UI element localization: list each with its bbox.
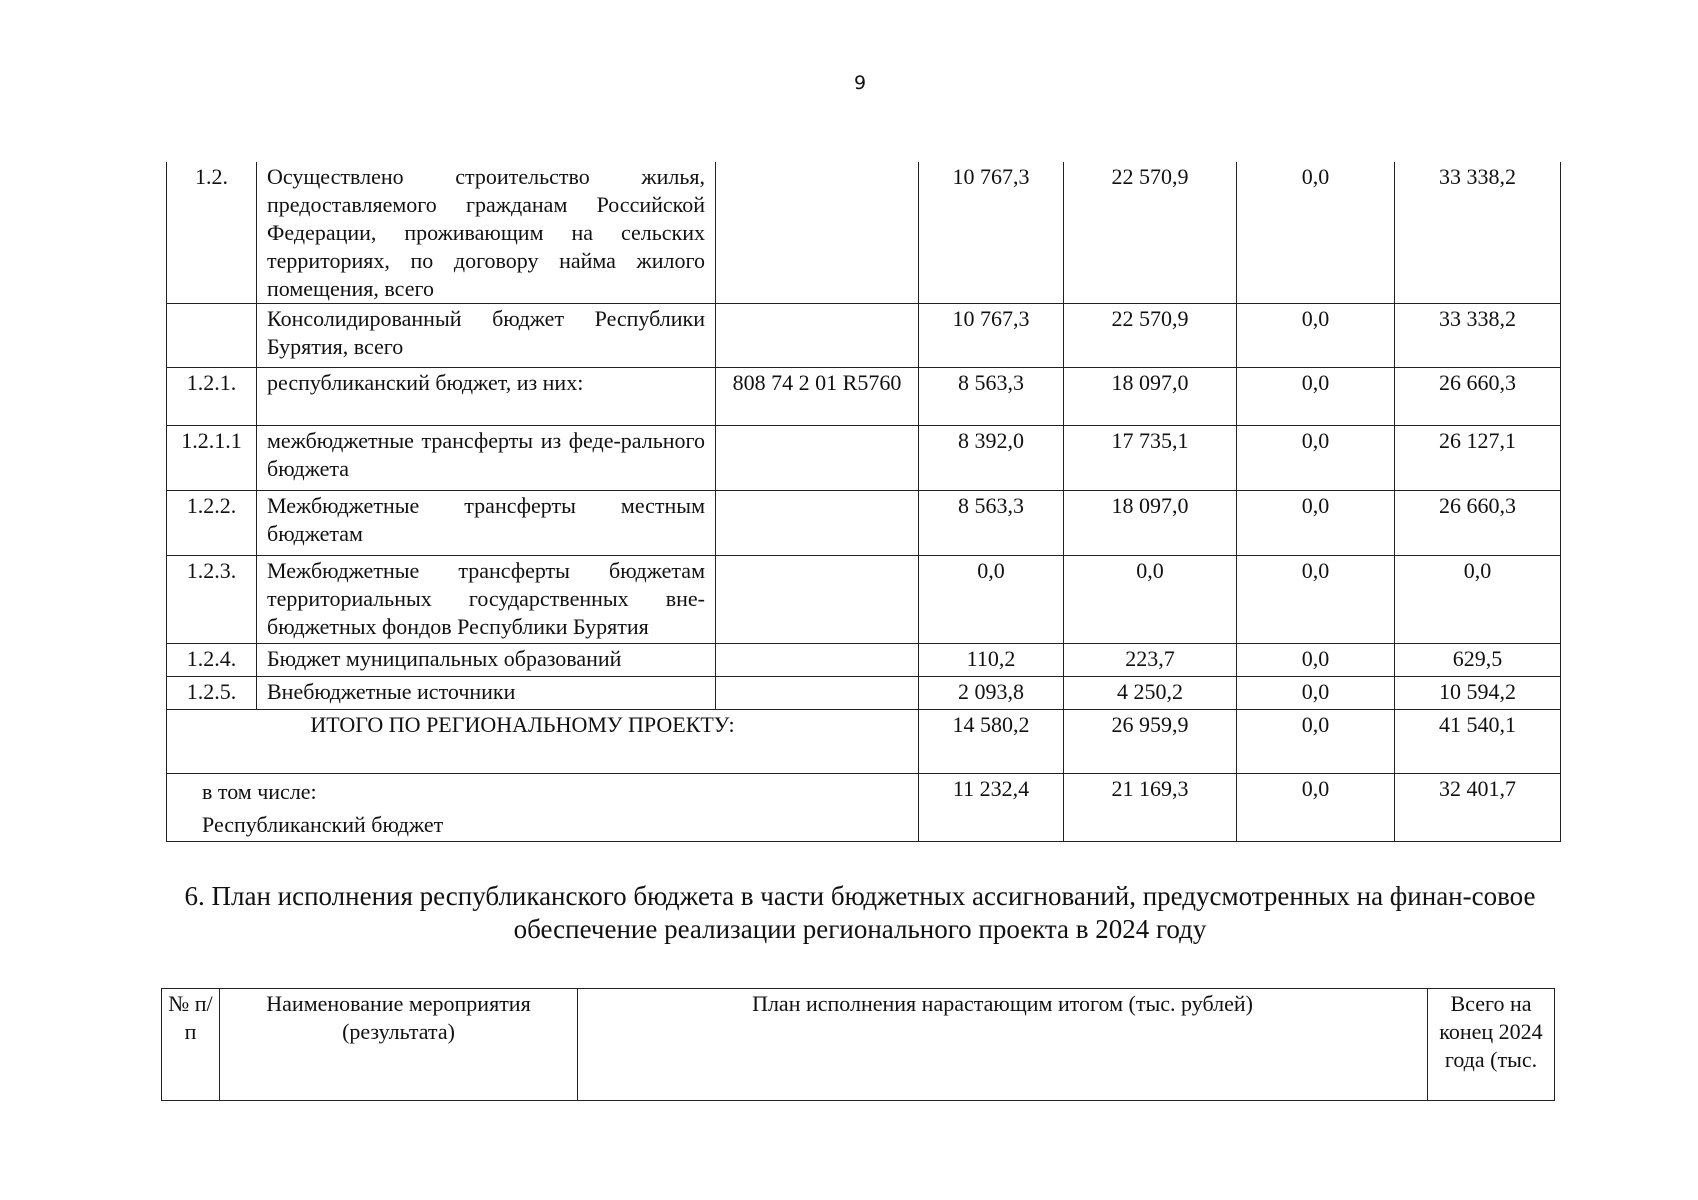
including-value-2: 21 169,3 xyxy=(1064,774,1237,842)
row-value-2: 17 735,1 xyxy=(1064,426,1237,491)
row-number: 1.2.5. xyxy=(167,677,257,710)
row-value-3: 0,0 xyxy=(1237,304,1395,368)
total-value-total: 41 540,1 xyxy=(1395,710,1561,774)
row-number: 1.2. xyxy=(167,162,257,304)
row-total: 629,5 xyxy=(1395,644,1561,677)
row-code xyxy=(716,644,919,677)
row-code xyxy=(716,491,919,556)
row-value-3: 0,0 xyxy=(1237,162,1395,304)
header-name: Наименование мероприятия (результата) xyxy=(220,989,578,1101)
row-value-1: 0,0 xyxy=(919,556,1064,644)
row-number: 1.2.1.1 xyxy=(167,426,257,491)
table-row xyxy=(167,304,1561,368)
row-value-3: 0,0 xyxy=(1237,491,1395,556)
row-number: 1.2.2. xyxy=(167,491,257,556)
row-value-1: 8 563,3 xyxy=(919,368,1064,426)
row-total: 26 660,3 xyxy=(1395,491,1561,556)
row-value-1: 2 093,8 xyxy=(919,677,1064,710)
row-value-1: 10 767,3 xyxy=(919,304,1064,368)
row-total: 10 594,2 xyxy=(1395,677,1561,710)
page-number: 9 xyxy=(853,72,867,94)
including-label xyxy=(167,774,919,842)
budget-table xyxy=(166,162,1561,842)
row-number xyxy=(167,304,257,368)
row-value-3: 0,0 xyxy=(1237,426,1395,491)
row-value-3: 0,0 xyxy=(1237,677,1395,710)
including-value-total: 32 401,7 xyxy=(1395,774,1561,842)
row-name: Осуществлено строительство жилья, предоставляемого гражданам Российской Федерации, проживающим на сельских территориях, по договору найма жилого помещения, всего xyxy=(257,162,716,304)
table-row xyxy=(167,644,1561,677)
including-value-1: 11 232,4 xyxy=(919,774,1064,842)
total-row xyxy=(167,710,1561,774)
including-row xyxy=(167,774,1561,842)
total-label: ИТОГО ПО РЕГИОНАЛЬНОМУ ПРОЕКТУ: xyxy=(167,710,919,774)
row-code: 808 74 2 01 R5760 xyxy=(716,368,919,426)
row-value-2: 18 097,0 xyxy=(1064,491,1237,556)
row-code xyxy=(716,556,919,644)
including-label-line1: в том числе: xyxy=(202,779,317,804)
table-row xyxy=(167,368,1561,426)
header-number: № п/п xyxy=(162,989,220,1101)
table-row xyxy=(167,556,1561,644)
row-value-2: 18 097,0 xyxy=(1064,368,1237,426)
section-title: 6. План исполнения республиканского бюджета в части бюджетных ассигнований, предусмотренных на финан-совое обеспечение реализации регионального проекта в 2024 году xyxy=(184,881,1536,944)
row-value-1: 110,2 xyxy=(919,644,1064,677)
row-value-2: 0,0 xyxy=(1064,556,1237,644)
table-row xyxy=(167,426,1561,491)
total-value-1: 14 580,2 xyxy=(919,710,1064,774)
row-name: Межбюджетные трансферты местным бюджетам xyxy=(257,491,716,556)
plan-table xyxy=(161,988,1555,1101)
row-name: межбюджетные трансферты из феде-рального бюджета xyxy=(257,426,716,491)
header-plan: План исполнения нарастающим итогом (тыс. рублей) xyxy=(578,989,1428,1101)
row-name: Межбюджетные трансферты бюджетам территориальных государственных вне-бюджетных фондов Республики Бурятия xyxy=(257,556,716,644)
including-label-line2: Республиканский бюджет xyxy=(202,812,444,837)
including-value-3: 0,0 xyxy=(1237,774,1395,842)
table-row xyxy=(167,491,1561,556)
total-value-3: 0,0 xyxy=(1237,710,1395,774)
row-name: Бюджет муниципальных образований xyxy=(257,644,716,677)
plan-header-row xyxy=(162,989,1555,1101)
row-value-3: 0,0 xyxy=(1237,556,1395,644)
row-code xyxy=(716,304,919,368)
row-total: 26 127,1 xyxy=(1395,426,1561,491)
row-value-3: 0,0 xyxy=(1237,644,1395,677)
header-total: Всего на конец 2024 года (тыс. xyxy=(1428,989,1555,1101)
row-name: Консолидированный бюджет Республики Бурятия, всего xyxy=(257,304,716,368)
row-value-2: 22 570,9 xyxy=(1064,162,1237,304)
row-value-2: 22 570,9 xyxy=(1064,304,1237,368)
total-value-2: 26 959,9 xyxy=(1064,710,1237,774)
row-value-1: 8 392,0 xyxy=(919,426,1064,491)
row-code xyxy=(716,677,919,710)
row-number: 1.2.3. xyxy=(167,556,257,644)
row-value-2: 4 250,2 xyxy=(1064,677,1237,710)
row-total: 0,0 xyxy=(1395,556,1561,644)
row-code xyxy=(716,426,919,491)
table-row xyxy=(167,677,1561,710)
row-total: 33 338,2 xyxy=(1395,162,1561,304)
row-total: 33 338,2 xyxy=(1395,304,1561,368)
row-name: Внебюджетные источники xyxy=(257,677,716,710)
row-value-1: 10 767,3 xyxy=(919,162,1064,304)
row-name: республиканский бюджет, из них: xyxy=(257,368,716,426)
row-value-3: 0,0 xyxy=(1237,368,1395,426)
row-number: 1.2.4. xyxy=(167,644,257,677)
row-value-2: 223,7 xyxy=(1064,644,1237,677)
row-value-1: 8 563,3 xyxy=(919,491,1064,556)
row-code xyxy=(716,162,919,304)
row-number: 1.2.1. xyxy=(167,368,257,426)
row-total: 26 660,3 xyxy=(1395,368,1561,426)
table-row xyxy=(167,162,1561,304)
